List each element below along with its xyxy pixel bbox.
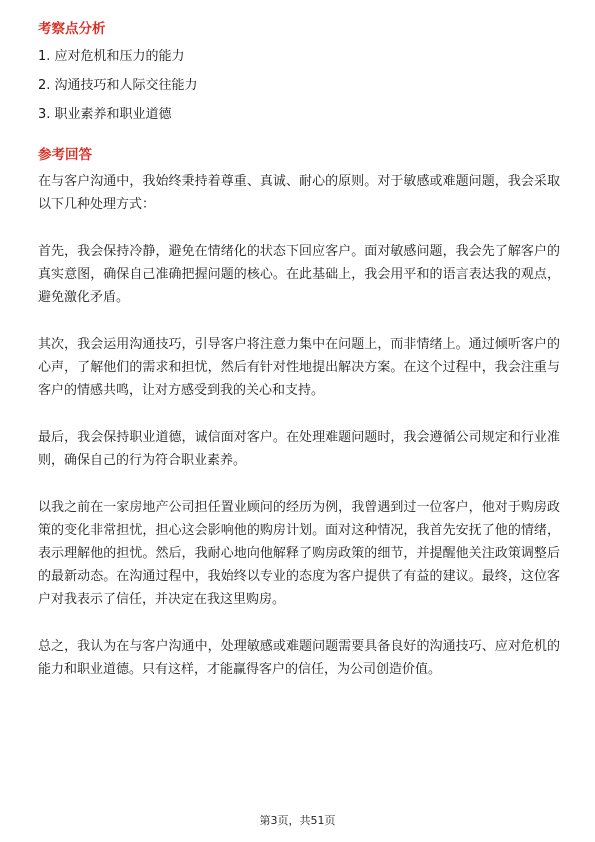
answer-paragraph: 最后，我会保持职业道德，诚信面对客户。在处理难题问题时，我会遵循公司规定和行业准则，确保自己的行为符合职业素养。 (38, 430, 560, 468)
answer-paragraph: 在与客户沟通中，我始终秉持着尊重、真诚、耐心的原则。对于敏感或难题问题，我会采取以下几种处理方式： (38, 174, 560, 212)
answer-paragraph: 以我之前在一家房地产公司担任置业顾问的经历为例，我曾遇到过一位客户，他对于购房政策的变化非常担忧，担心这会影响他的购房计划。面对这种情况，我首先安抚了他的情绪，表示理解他的担忧。然后，我耐心地向他解释了购房政策的细节，并提醒他关注政策调整后的最新动态。在沟通过程中，我始终以专业的态度为客户提供了有益的建议。最终，这位客户对我表示了信任，并决定在我这里购房。 (38, 500, 560, 607)
answer-heading: 参考回答 (38, 147, 92, 163)
page-number: 第3页，共51页 (259, 814, 336, 827)
analysis-heading: 考察点分析 (38, 21, 106, 37)
list-item: 2. 沟通技巧和人际交往能力 (38, 78, 198, 93)
list-item: 3. 职业素养和职业道德 (38, 107, 172, 122)
analysis-list (38, 48, 198, 135)
answer-paragraph: 总之，我认为在与客户沟通中，处理敏感或难题问题需要具备良好的沟通技巧、应对危机的能力和职业道德。只有这样，才能赢得客户的信任，为公司创造价值。 (38, 639, 560, 677)
answer-body (38, 170, 560, 705)
answer-paragraph: 首先，我会保持冷静，避免在情绪化的状态下回应客户。面对敏感问题，我会先了解客户的真实意图，确保自己准确把握问题的核心。在此基础上，我会用平和的语言表达我的观点，避免激化矛盾。 (38, 244, 560, 305)
answer-paragraph: 其次，我会运用沟通技巧，引导客户将注意力集中在问题上，而非情绪上。通过倾听客户的心声，了解他们的需求和担忧，然后有针对性地提出解决方案。在这个过程中，我会注重与客户的情感共鸣，让对方感受到我的关心和支持。 (38, 337, 560, 398)
list-item: 1. 应对危机和压力的能力 (38, 49, 185, 64)
